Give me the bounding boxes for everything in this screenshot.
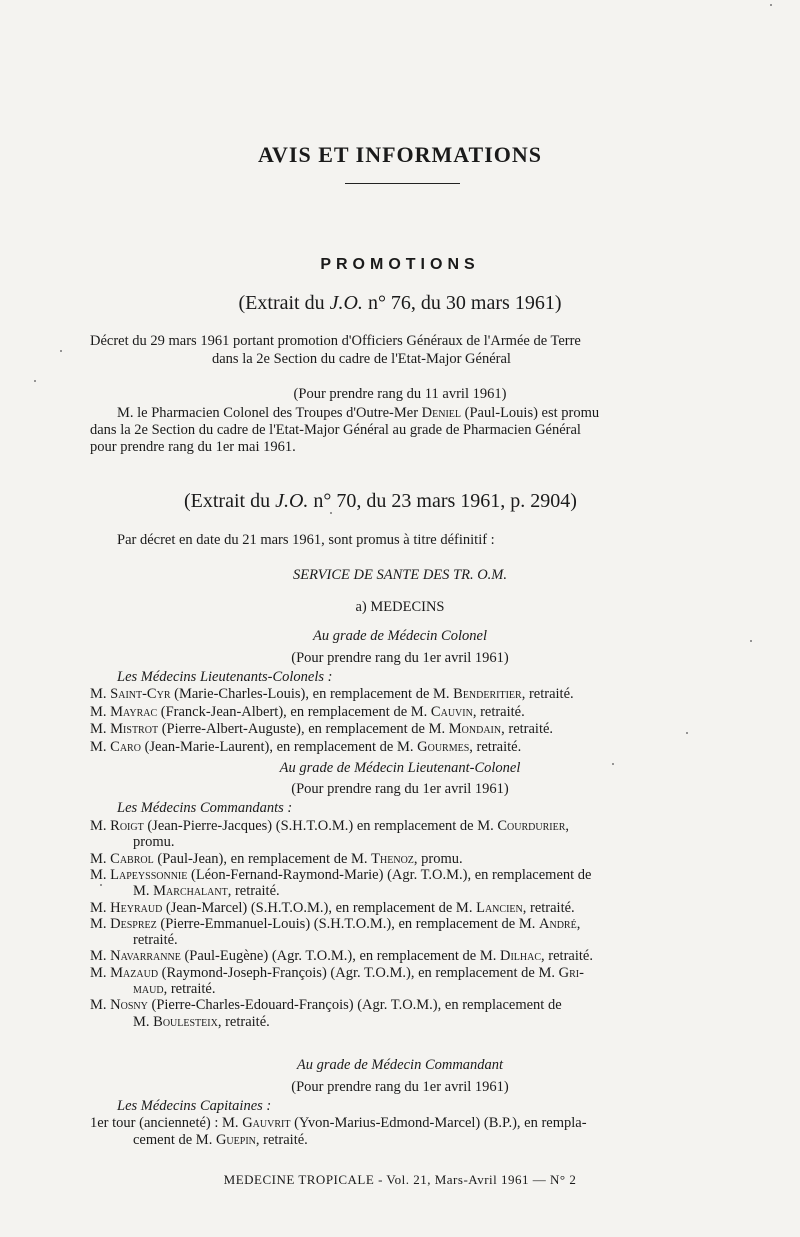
entry-text: M.	[90, 997, 111, 1014]
entry-text: M.	[90, 964, 111, 981]
entry-text: ,	[565, 818, 570, 834]
person-name: maud	[133, 981, 164, 997]
page-title: AVIS ET INFORMATIONS	[257, 142, 543, 167]
entry-text: M.	[90, 721, 111, 737]
entry-text: M.	[90, 850, 111, 867]
extrait-heading-1: (Extrait du J.O. n° 76, du 30 mars 1961)	[238, 292, 562, 314]
entry-text: M.	[90, 738, 111, 755]
entry-text: M.	[133, 1013, 154, 1030]
entry-text: M.	[90, 703, 111, 720]
decret-line: Décret du 29 mars 1961 portant promotion d'Officiers Généraux de l'Armée de Terre	[90, 333, 581, 349]
person-name: Cauvin	[430, 703, 473, 720]
person-name: Marchalant	[153, 883, 228, 900]
entry-text: M.	[90, 948, 111, 965]
pharmacien-line: pour prendre rang du 1er mai 1961.	[90, 439, 296, 455]
entry-text: , retraité.	[521, 686, 574, 702]
entry-text: M.	[133, 883, 154, 900]
rang-note: (Pour prendre rang du 1er avril 1961)	[291, 650, 509, 666]
person-name: Navarranne	[110, 948, 181, 965]
title-divider	[345, 183, 460, 184]
entry-text: (Marie-Charles-Louis), en remplacement de M.	[170, 686, 454, 702]
entry-text: (Pierre-Charles-Edouard-François) (Agr. T.O.M.), en remplacement de	[147, 997, 562, 1014]
section-title: PROMOTIONS	[320, 256, 480, 273]
person-name: André	[539, 915, 577, 932]
entry-text: (Pierre-Emmanuel-Louis) (S.H.T.O.M.), en remplacement de M.	[156, 915, 540, 932]
person-name: Mazaud	[110, 964, 159, 981]
promotion-entry-line	[90, 704, 525, 721]
entry-text: (Léon-Fernand-Raymond-Marie) (Agr. T.O.M.), en remplacement de	[187, 866, 592, 883]
entry-text: , retraité.	[472, 703, 525, 720]
rang-note: (Pour prendre rang du 11 avril 1961)	[293, 386, 507, 402]
promotion-entry-line	[133, 932, 178, 949]
service-heading: SERVICE DE SANTE DES TR. O.M.	[293, 567, 507, 583]
promotion-entry-line	[90, 916, 580, 933]
entry-text: (Paul-Eugène) (Agr. T.O.M.), en remplacement de M.	[180, 948, 500, 965]
entry-text: M.	[90, 866, 111, 883]
person-name: Mistrot	[110, 721, 159, 737]
category-heading: a) MEDECINS	[355, 599, 445, 615]
person-name: Lapeyssonnie	[110, 866, 188, 883]
rang-note: (Pour prendre rang du 1er avril 1961)	[291, 1079, 509, 1095]
journal-footer: MEDECINE TROPICALE - Vol. 21, Mars-Avril 1961 — N° 2	[223, 1172, 577, 1187]
entry-text: (Raymond-Joseph-François) (Agr. T.O.M.), en remplacement de M.	[158, 964, 559, 981]
promotion-entry-line	[90, 900, 575, 917]
entry-text: (Paul-Jean), en remplacement de M.	[153, 850, 372, 867]
promotion-entry-line	[90, 818, 569, 835]
entry-text: M.	[90, 899, 111, 916]
group-label: Les Médecins Commandants :	[117, 800, 293, 816]
group-label: Les Médecins Capitaines :	[117, 1098, 272, 1114]
promotion-entry-line	[90, 948, 593, 965]
person-name: Gauvrit	[242, 1115, 291, 1131]
entry-text: M.	[90, 686, 111, 702]
promotion-entry-line	[90, 1115, 587, 1132]
person-name: Lancien	[476, 899, 523, 916]
person-name: Heyraud	[110, 899, 163, 916]
promotion-entry-line	[90, 851, 463, 868]
group-label: Les Médecins Lieutenants-Colonels :	[117, 669, 333, 685]
entry-text: , retraité.	[255, 1132, 308, 1148]
person-name: Roigt	[110, 818, 144, 834]
promotion-entry-line	[133, 981, 216, 998]
promotion-entry-line	[90, 965, 584, 982]
entry-text: (Yvon-Marius-Edmond-Marcel) (B.P.), en rempla-	[290, 1115, 587, 1131]
promotion-entry-line	[133, 883, 280, 900]
person-name: Gourmes	[417, 738, 470, 755]
entry-text: , retraité.	[217, 1013, 270, 1030]
entry-text: , retraité.	[522, 899, 575, 916]
person-name: Dilhac	[500, 948, 542, 965]
entry-text: (Franck-Jean-Albert), en remplacement de M.	[157, 703, 431, 720]
grade-title: Au grade de Médecin Commandant	[296, 1057, 504, 1073]
person-name: Guepin	[215, 1132, 256, 1148]
person-name: Nosny	[110, 997, 148, 1014]
entry-text: (Jean-Marcel) (S.H.T.O.M.), en remplacement de M.	[162, 899, 477, 916]
extrait-heading-2: (Extrait du J.O. n° 70, du 23 mars 1961, p. 2904)	[184, 490, 577, 512]
pharmacien-line: M. le Pharmacien Colonel des Troupes d'Outre-Mer Deniel (Paul-Louis) est promu	[117, 405, 600, 421]
person-name: Desprez	[110, 915, 157, 932]
person-name: Courdurier	[497, 818, 566, 834]
entry-text: , retraité.	[501, 721, 554, 737]
entry-text: M.	[90, 818, 111, 834]
person-name: Cabrol	[110, 850, 154, 867]
entry-text: M.	[90, 915, 111, 932]
pharmacien-line: dans la 2e Section du cadre de l'Etat-Major Général au grade de Pharmacien Général	[90, 422, 581, 438]
promotion-entry-line	[133, 834, 174, 851]
entry-text: (Pierre-Albert-Auguste), en remplacement de M.	[158, 721, 449, 737]
decret-line: dans la 2e Section du cadre de l'Etat-Major Général	[212, 351, 511, 367]
person-name: Gri-	[558, 964, 584, 981]
entry-text: , retraité.	[469, 738, 522, 755]
person-name: Boulesteix	[153, 1013, 218, 1030]
decret-line: Par décret en date du 21 mars 1961, sont promus à titre définitif :	[117, 532, 495, 548]
person-name: Saint-Cyr	[110, 686, 171, 702]
entry-text: (Jean-Pierre-Jacques) (S.H.T.O.M.) en remplacement de M.	[143, 818, 498, 834]
person-name: Mondain	[448, 721, 502, 737]
entry-text: retraité.	[133, 932, 178, 949]
entry-text: ,	[576, 915, 581, 932]
person-name: Benderitier	[453, 686, 522, 702]
person-name: Mayrac	[110, 703, 158, 720]
promotion-entry-line	[90, 997, 562, 1014]
person-name: Thenoz	[371, 850, 414, 867]
entry-text: , retraité.	[163, 981, 216, 997]
promotion-entry-line	[90, 686, 574, 703]
entry-text: cement de M.	[133, 1132, 216, 1148]
entry-text: , promu.	[413, 850, 463, 867]
grade-title: Au grade de Médecin Colonel	[313, 628, 487, 644]
entry-text: 1er tour (ancienneté) : M.	[90, 1115, 243, 1131]
promotion-entry-line	[90, 721, 553, 738]
entry-text: , retraité.	[227, 883, 280, 900]
person-name: Caro	[110, 738, 141, 755]
entry-text: , retraité.	[541, 948, 593, 965]
rang-note: (Pour prendre rang du 1er avril 1961)	[291, 781, 509, 797]
entry-text: promu.	[133, 834, 175, 851]
promotion-entry-line	[133, 1014, 270, 1031]
promotion-entry-line	[90, 867, 591, 884]
promotion-entry-line	[90, 739, 521, 756]
entry-text: (Jean-Marie-Laurent), en remplacement de M.	[140, 738, 418, 755]
grade-title: Au grade de Médecin Lieutenant-Colonel	[279, 760, 521, 776]
promotion-entry-line	[133, 1132, 308, 1149]
